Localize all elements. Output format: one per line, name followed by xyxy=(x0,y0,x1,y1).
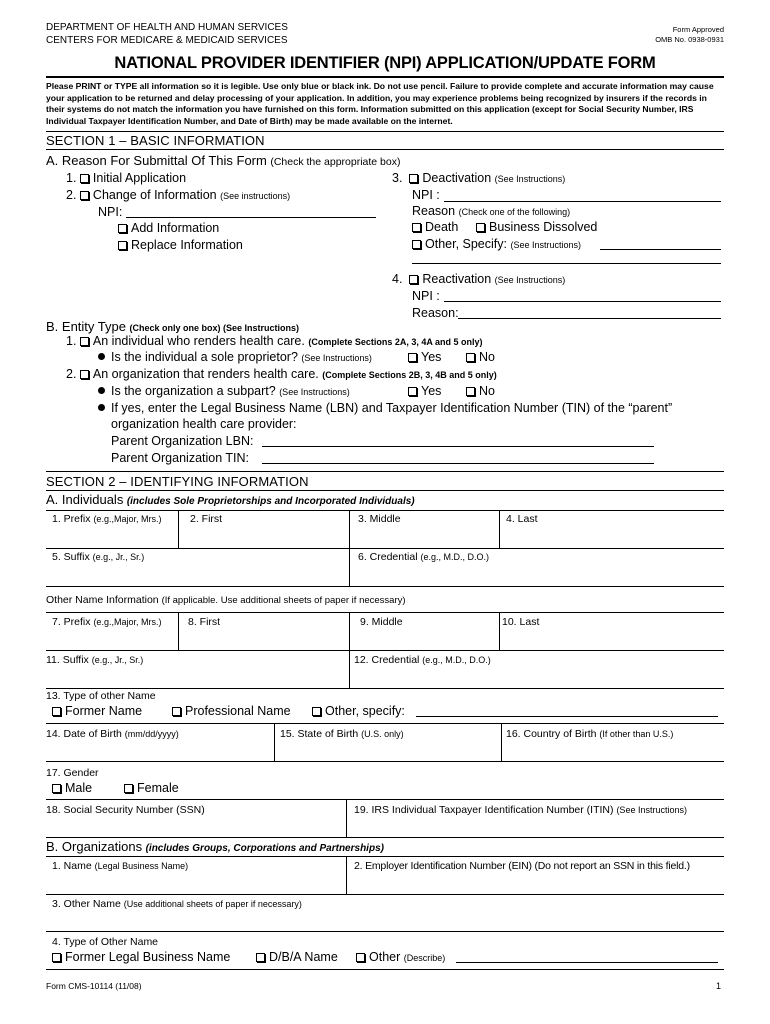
initial-application-option[interactable] xyxy=(66,171,186,185)
individual-option[interactable] xyxy=(66,334,483,348)
male-option[interactable] xyxy=(52,781,92,795)
itin-label: 19. IRS Individual Taxpayer Identification Number (ITIN) xyxy=(354,804,614,816)
former-name-option[interactable] xyxy=(52,704,142,718)
section2-rule-top xyxy=(46,471,724,472)
subpart-no-checkbox[interactable] xyxy=(466,387,475,396)
dob-label: 14. Date of Birth xyxy=(46,728,122,740)
grid-divider xyxy=(274,723,275,761)
state-of-birth-note: (U.S. only) xyxy=(361,729,404,739)
grid-divider xyxy=(499,510,500,548)
deactivation-npi-field[interactable] xyxy=(444,201,721,202)
grid-rule xyxy=(46,548,724,549)
dba-label: D/B/A Name xyxy=(269,950,338,964)
reason-note: (Check the appropriate box) xyxy=(270,156,401,168)
sole-proprietor-label: Is the individual a sole proprietor? xyxy=(111,350,298,364)
subpart-question xyxy=(98,384,350,398)
reactivation-option[interactable] xyxy=(392,272,565,286)
other-specify-checkbox[interactable] xyxy=(412,240,421,249)
ein-label: 2. Employer Identification Number (EIN) xyxy=(354,860,532,872)
option-number: 3. xyxy=(392,171,403,185)
other-specify-option[interactable] xyxy=(412,237,581,251)
sole-proprietor-no-checkbox[interactable] xyxy=(466,353,475,362)
intro-text: Please PRINT or TYPE all information so it is legible. Use only blue or black ink. Do not use pencil. Failure to provide complete and accurate information may cause your application to be returned and delay processing of your application. In addition, you may experience problems being recognized by insurers if the records in their systems do not match the information you have furnished on this form. Information submitted on this application (except for Social Security Number, IRS Individual Taxpayer Identification Number, and Date of Birth) may be made available on the internet. xyxy=(46,81,714,126)
reactivation-reason-label: Reason: xyxy=(412,306,459,320)
former-lbn-option[interactable] xyxy=(52,950,230,964)
grid-divider xyxy=(346,856,347,894)
female-option[interactable] xyxy=(124,781,179,795)
other-name-specify-checkbox[interactable] xyxy=(312,707,321,716)
credential-label: 6. Credential xyxy=(358,551,418,563)
change-information-option[interactable] xyxy=(66,188,290,202)
grid-rule xyxy=(46,969,724,970)
section1-title: SECTION 1 – BASIC INFORMATION xyxy=(46,133,265,148)
reactivation-note: (See Instructions) xyxy=(494,275,566,285)
individual-checkbox[interactable] xyxy=(80,337,89,346)
date-of-birth-field[interactable] xyxy=(46,728,179,740)
other-specify-label: Other, Specify: xyxy=(425,237,507,251)
individuals-note: (includes Sole Proprietorships and Incorporated Individuals) xyxy=(126,496,415,507)
section1-rule-bottom xyxy=(46,149,724,150)
bullet-icon xyxy=(98,404,105,411)
option-number: 1. xyxy=(66,334,77,348)
last-name-field[interactable]: 4. Last xyxy=(506,513,538,525)
page-number: 1 xyxy=(716,981,722,991)
deactivation-npi-label: NPI : xyxy=(412,188,440,202)
grid-rule xyxy=(46,837,724,838)
centers-name: CENTERS FOR MEDICARE & MEDICAID SERVICES xyxy=(46,35,288,46)
other-name-specify-option[interactable] xyxy=(312,704,405,718)
org-name-field[interactable] xyxy=(52,860,188,872)
reason-title: A. Reason For Submittal Of This Form xyxy=(46,153,267,168)
option-number: 2. xyxy=(66,188,77,202)
professional-name-option[interactable] xyxy=(172,704,291,718)
parent-lbn-label: Parent Organization LBN: xyxy=(111,434,254,448)
no-label: No xyxy=(479,384,495,398)
grid-rule xyxy=(46,856,724,857)
other-name-label: Other Name Information xyxy=(46,594,159,606)
deactivation-reason xyxy=(412,204,570,218)
death-option[interactable] xyxy=(412,220,458,234)
former-name-label: Former Name xyxy=(65,704,143,718)
add-information-label: Add Information xyxy=(131,221,220,235)
other-name-note: (If applicable. Use additional sheets of paper if necessary) xyxy=(161,595,406,606)
ein-field[interactable] xyxy=(354,860,690,872)
former-lbn-checkbox[interactable] xyxy=(52,953,61,962)
grid-rule xyxy=(46,612,724,613)
sole-proprietor-yes-checkbox[interactable] xyxy=(408,353,417,362)
organizations-title: B. Organizations xyxy=(46,839,143,854)
dba-option[interactable] xyxy=(256,950,338,964)
deactivation-option[interactable] xyxy=(392,171,565,185)
sole-proprietor-yes[interactable] xyxy=(408,350,441,364)
organizations-heading xyxy=(46,839,384,854)
org-other-name-type-label: 4. Type of Other Name xyxy=(52,936,159,948)
other-middle-name-field[interactable]: 9. Middle xyxy=(360,616,403,628)
middle-name-field[interactable]: 3. Middle xyxy=(358,513,401,525)
other-first-name-field[interactable]: 8. First xyxy=(188,616,221,628)
other-credential-field[interactable] xyxy=(354,654,491,666)
grid-rule xyxy=(46,723,724,724)
individual-label: An individual who renders health care. xyxy=(92,334,305,348)
former-name-checkbox[interactable] xyxy=(52,707,61,716)
change-information-checkbox[interactable] xyxy=(80,191,89,200)
replace-information-checkbox[interactable] xyxy=(118,241,127,250)
option-number: 4. xyxy=(392,272,403,286)
country-of-birth-label: 16. Country of Birth xyxy=(506,728,597,740)
omb-number: OMB No. 0938-0931 xyxy=(655,35,724,44)
department-name: DEPARTMENT OF HEALTH AND HUMAN SERVICES xyxy=(46,22,288,33)
other-credential-note: (e.g., M.D., D.O.) xyxy=(422,655,491,665)
other-prefix-note: (e.g.,Major, Mrs.) xyxy=(93,617,162,627)
parent-instructions-line1: If yes, enter the Legal Business Name (LBN) and Taxpayer Identification Number (TIN) of the “parent” xyxy=(111,401,673,415)
grid-divider xyxy=(178,612,179,650)
female-checkbox[interactable] xyxy=(124,784,133,793)
sole-proprietor-question xyxy=(98,350,372,364)
other-prefix-field[interactable] xyxy=(52,616,161,628)
other-specify-field-2[interactable] xyxy=(412,263,721,264)
other-suffix-field[interactable] xyxy=(46,654,143,666)
suffix-label: 5. Suffix xyxy=(52,551,90,563)
professional-name-checkbox[interactable] xyxy=(172,707,181,716)
deactivation-note: (See Instructions) xyxy=(494,174,566,184)
death-label: Death xyxy=(425,220,459,234)
option-number: 1. xyxy=(66,171,77,185)
subpart-no[interactable] xyxy=(466,384,495,398)
add-information-checkbox[interactable] xyxy=(118,224,127,233)
grid-rule xyxy=(46,761,724,762)
reactivation-reason-field[interactable] xyxy=(458,318,721,319)
grid-rule xyxy=(46,510,724,511)
reactivation-npi-label: NPI : xyxy=(412,289,440,303)
deactivation-reason-note: (Check one of the following) xyxy=(458,207,571,217)
business-dissolved-option[interactable] xyxy=(476,220,597,234)
professional-name-label: Professional Name xyxy=(185,704,291,718)
change-information-note: (See instructions) xyxy=(220,191,291,201)
deactivation-label: Deactivation xyxy=(422,171,492,185)
form-title: NATIONAL PROVIDER IDENTIFIER (NPI) APPLICATION/UPDATE FORM xyxy=(114,54,656,72)
other-name-type-label: 13. Type of other Name xyxy=(46,690,156,702)
ein-note: (Do not report an SSN in this field.) xyxy=(534,860,690,872)
other-credential-label: 12. Credential xyxy=(354,654,420,666)
subpart-yes[interactable] xyxy=(408,384,441,398)
organizations-note: (includes Groups, Corporations and Partnerships) xyxy=(145,843,384,854)
itin-note: (See Instructions) xyxy=(616,805,687,815)
death-checkbox[interactable] xyxy=(412,223,421,232)
credential-note: (e.g., M.D., D.O.) xyxy=(420,552,489,562)
section1-rule-top xyxy=(46,131,724,132)
reason-heading xyxy=(46,153,400,168)
organization-option[interactable] xyxy=(66,367,497,381)
suffix-field[interactable] xyxy=(52,551,144,563)
other-prefix-label: 7. Prefix xyxy=(52,616,91,628)
entity-type-note: (Check only one box) (See Instructions) xyxy=(129,323,299,333)
change-npi-label: NPI: xyxy=(98,205,123,219)
entity-type-heading xyxy=(46,319,299,334)
initial-application-checkbox[interactable] xyxy=(80,174,89,183)
business-dissolved-label: Business Dissolved xyxy=(489,220,598,234)
entity-type-title: B. Entity Type xyxy=(46,319,126,334)
org-other-label: Other xyxy=(369,950,401,964)
org-other-describe-field[interactable] xyxy=(456,962,718,963)
grid-divider xyxy=(346,799,347,837)
other-name-heading xyxy=(46,594,406,606)
other-name-specify-field[interactable] xyxy=(416,716,718,717)
reactivation-label: Reactivation xyxy=(422,272,492,286)
org-other-name-note: (Use additional sheets of paper if necessary) xyxy=(123,899,302,909)
former-lbn-label: Former Legal Business Name xyxy=(65,950,231,964)
grid-divider xyxy=(178,510,179,548)
state-of-birth-label: 15. State of Birth xyxy=(280,728,359,740)
organization-checkbox[interactable] xyxy=(80,370,89,379)
gender-label: 17. Gender xyxy=(46,767,99,779)
org-name-label: 1. Name xyxy=(52,860,92,872)
other-suffix-label: 11. Suffix xyxy=(46,654,89,666)
business-dissolved-checkbox[interactable] xyxy=(476,223,485,232)
subpart-note: (See Instructions) xyxy=(279,387,350,397)
section2-rule-mid xyxy=(46,490,724,491)
male-label: Male xyxy=(65,781,93,795)
replace-information-option[interactable] xyxy=(118,238,243,252)
subpart-yes-checkbox[interactable] xyxy=(408,387,417,396)
yes-label: Yes xyxy=(421,350,442,364)
reactivation-npi-field[interactable] xyxy=(444,301,721,302)
grid-divider xyxy=(501,723,502,761)
prefix-note: (e.g.,Major, Mrs.) xyxy=(93,514,162,524)
sole-proprietor-note: (See Instructions) xyxy=(301,353,372,363)
other-specify-note: (See Instructions) xyxy=(510,240,581,250)
individual-note: (Complete Sections 2A, 3, 4A and 5 only) xyxy=(308,337,483,347)
other-specify-field[interactable] xyxy=(600,249,721,250)
grid-rule xyxy=(46,931,724,932)
org-other-note: (Describe) xyxy=(403,953,446,963)
form-approved: Form Approved xyxy=(672,25,724,34)
first-name-field[interactable]: 2. First xyxy=(190,513,223,525)
title-rule xyxy=(46,76,724,78)
male-checkbox[interactable] xyxy=(52,784,61,793)
grid-rule xyxy=(46,894,724,895)
reactivation-checkbox[interactable] xyxy=(409,275,418,284)
dba-checkbox[interactable] xyxy=(256,953,265,962)
dob-note: (mm/dd/yyyy) xyxy=(124,729,179,739)
parent-tin-field[interactable] xyxy=(262,463,654,464)
parent-tin-label: Parent Organization TIN: xyxy=(111,451,250,465)
prefix-field[interactable] xyxy=(52,513,161,525)
ssn-field[interactable]: 18. Social Security Number (SSN) xyxy=(46,804,205,816)
section2-title: SECTION 2 – IDENTIFYING INFORMATION xyxy=(46,474,309,489)
grid-divider xyxy=(499,612,500,650)
individuals-title: A. Individuals xyxy=(46,492,124,507)
female-label: Female xyxy=(137,781,179,795)
other-name-specify-label: Other, specify: xyxy=(325,704,405,718)
deactivation-checkbox[interactable] xyxy=(409,174,418,183)
other-suffix-note: (e.g., Jr., Sr.) xyxy=(91,655,144,665)
suffix-note: (e.g., Jr., Sr.) xyxy=(92,552,145,562)
organization-note: (Complete Sections 2B, 3, 4B and 5 only) xyxy=(322,370,497,380)
subpart-label: Is the organization a subpart? xyxy=(111,384,276,398)
add-information-option[interactable] xyxy=(118,221,219,235)
change-information-label: Change of Information xyxy=(92,188,217,202)
org-name-note: (Legal Business Name) xyxy=(94,861,189,871)
yes-label: Yes xyxy=(421,384,442,398)
option-number: 2. xyxy=(66,367,77,381)
organization-label: An organization that renders health care. xyxy=(92,367,319,381)
parent-lbn-field[interactable] xyxy=(262,446,654,447)
change-npi-field[interactable] xyxy=(126,217,376,218)
sole-proprietor-no[interactable] xyxy=(466,350,495,364)
credential-field[interactable] xyxy=(358,551,489,563)
parent-instructions-line2: organization health care provider: xyxy=(111,417,297,431)
replace-information-label: Replace Information xyxy=(131,238,243,252)
grid-rule xyxy=(46,688,724,689)
initial-application-label: Initial Application xyxy=(92,171,187,185)
individuals-heading xyxy=(46,492,415,507)
deactivation-reason-label: Reason xyxy=(412,204,456,218)
country-of-birth-field[interactable] xyxy=(506,728,673,740)
form-number: Form CMS-10114 (11/08) xyxy=(46,981,142,991)
bullet-icon xyxy=(98,387,105,394)
other-last-name-field[interactable]: 10. Last xyxy=(502,616,540,628)
no-label: No xyxy=(479,350,495,364)
itin-field[interactable] xyxy=(354,804,687,816)
prefix-label: 1. Prefix xyxy=(52,513,91,525)
country-of-birth-note: (If other than U.S.) xyxy=(599,729,674,739)
grid-rule xyxy=(46,650,724,651)
grid-rule xyxy=(46,799,724,800)
state-of-birth-field[interactable] xyxy=(280,728,404,740)
bullet-icon xyxy=(98,353,105,360)
org-other-name-label: 3. Other Name xyxy=(52,898,121,910)
parent-instructions xyxy=(98,401,672,415)
org-other-name-field[interactable] xyxy=(52,898,302,910)
grid-rule xyxy=(46,586,724,587)
org-other-checkbox[interactable] xyxy=(356,953,365,962)
org-other-option[interactable] xyxy=(356,950,445,964)
